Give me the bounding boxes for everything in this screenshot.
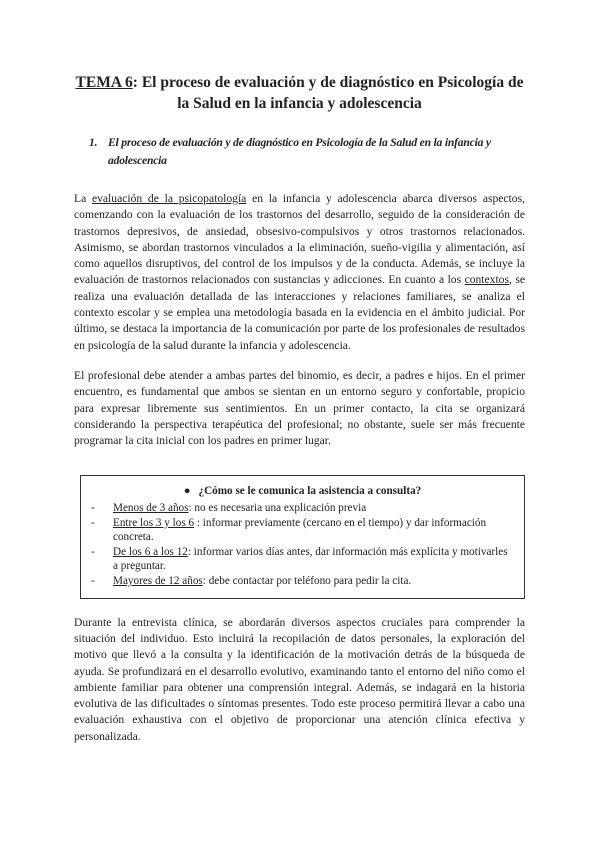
age-label: Menos de 3 años — [113, 502, 189, 515]
section-heading-text: El proceso de evaluación y de diagnóstico en Psicología de la Salud en la infancia y adolescencia — [108, 136, 491, 167]
age-list — [91, 501, 514, 589]
paragraph1-text-2: en la infancia y adolescencia abarca diversos aspectos, comenzando con la evaluación de los trastornos del desarrollo, seguido de la consideración de trastornos depresivos, de ansiedad, obsesivo-compulsivos y otros trastornos relacionados. Asimismo, se abordan trastornos vinculados a la eliminación, sueño-vigilia y alimentación, así como aquellos disruptivos, del control de los impulsos y de la conducta. Además, se incluye la evaluación de trastornos relacionados con sustancias y adicciones. En cuanto a los — [74, 192, 525, 287]
age-label: De los 6 a los 12 — [113, 545, 188, 558]
age-label: Entre los 3 y los 6 — [113, 516, 195, 529]
dash-icon: - — [91, 575, 95, 588]
list-item — [91, 574, 514, 589]
consulta-info-box — [80, 475, 525, 598]
age-description: : no es necesaria una explicación previa — [188, 502, 367, 515]
box-title — [91, 484, 514, 499]
paragraph-entrevista: Durante la entrevista clínica, se abordarán diversos aspectos cruciales para comprender la situación del individuo. Esto incluirá la recopilación de datos personales, la exploración del motivo que llevó a la consulta y la identificación de la motivación detrás de la búsqueda de ayuda. Se profundizará en el desarrollo evolutivo, examinando tanto el entorno del niño como el ambiente familiar para obtener una comprensión integral. Además, se indagará en la historia evolutiva de las dificultades o síntomas presentes. Todo este proceso permitirá llevar a cabo una evaluación exhaustiva con el objetivo de proporcionar una atención clínica efectiva y personalizada. — [74, 615, 525, 743]
list-item — [91, 501, 514, 516]
list-item — [91, 516, 514, 545]
dash-icon: - — [91, 545, 95, 558]
age-description: : informar varios días antes, dar información más explícita y motivarles a preguntar. — [113, 545, 508, 573]
paragraph1-text-3: , se realiza una evaluación detallada de las interacciones y relaciones familiares, se analiza el contexto escolar y se emplea una metodología basada en la evidencia en el ámbito judicial. Por último, se destaca la importancia de la comunicación por parte de los profesionales de resultados en psicología de la salud durante la infancia y adolescencia. — [74, 273, 525, 352]
dash-icon: - — [91, 516, 95, 529]
box-title-text: ¿Cómo se le comunica la asistencia a consulta? — [198, 485, 422, 498]
age-label: Mayores de 12 años — [113, 575, 203, 588]
title-text: El proceso de evaluación y de diagnóstico en Psicología de la Salud en la infancia y adolescencia — [137, 74, 524, 112]
dash-icon: - — [91, 502, 95, 515]
paragraph-psicopatologia — [74, 191, 525, 354]
paragraph1-text-1: La — [74, 192, 92, 205]
document-title — [74, 0, 525, 114]
list-item — [91, 545, 514, 574]
link-evaluacion-psicopatologia[interactable]: evaluación de la psicopatología — [91, 192, 247, 205]
link-contextos[interactable]: contextos — [464, 273, 509, 287]
bullet-icon: ● — [183, 485, 191, 498]
age-description: : informar previamente (cercano en el tiempo) y dar información concreta. — [113, 516, 487, 544]
paragraph-profesional: El profesional debe atender a ambas partes del binomio, es decir, a padres e hijos. En el primer encuentro, es fundamental que ambos se sientan en un entorno seguro y confortable, propicio para expresar libremente sus sentimientos. En un primer contacto, la cita se organizará considerando la perspectiva terapéutica del profesional; no obstante, suele ser más frecuente programar la cita inicial con los padres en primer lugar. — [74, 368, 525, 448]
section-number: 1. — [89, 136, 98, 149]
age-description: : debe contactar por teléfono para pedir la cita. — [202, 575, 412, 588]
section-heading — [89, 134, 525, 169]
title-tema-label: TEMA 6 — [75, 74, 133, 91]
title-colon: : — [132, 74, 138, 91]
